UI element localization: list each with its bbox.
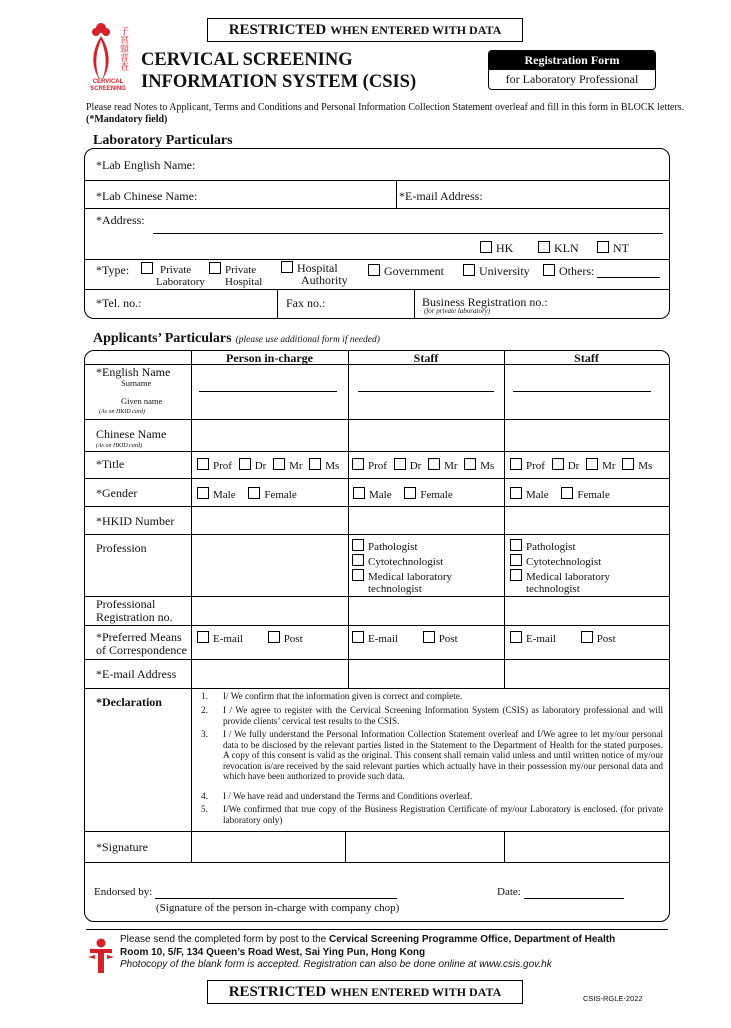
applicant-email-label: *E-mail Address	[96, 667, 177, 681]
restricted-banner-bottom: RESTRICTED WHEN ENTERED WITH DATA	[207, 980, 523, 1004]
lab-fax-label: Fax no.:	[286, 296, 326, 310]
date-label: Date:	[497, 886, 521, 898]
gender-options-2[interactable]: Male Female	[353, 487, 453, 501]
form-subtitle: for Laboratory Professional	[505, 72, 639, 86]
region-kln-checkbox[interactable]	[538, 241, 550, 253]
given-name-label: Given name	[121, 396, 163, 406]
restricted-subtext: WHEN ENTERED WITH DATA	[330, 23, 502, 37]
type-university[interactable]: University	[463, 264, 530, 279]
english-name-field-1[interactable]	[199, 391, 337, 392]
chinese-name-label: Chinese Name	[96, 427, 167, 441]
region-kln[interactable]: KLN	[538, 241, 579, 256]
region-nt-checkbox[interactable]	[597, 241, 609, 253]
profession-pathologist-checkbox[interactable]	[510, 539, 522, 551]
title-ms-checkbox[interactable]	[622, 458, 634, 470]
gender-male-checkbox[interactable]	[510, 487, 522, 499]
title-prof-checkbox[interactable]	[510, 458, 522, 470]
signature-field-2[interactable]	[347, 833, 502, 861]
profession-label: Profession	[96, 541, 147, 555]
declaration-list: 1. I/ We confirm that the information given is correct and complete. 2. I / We agree to register with the Cervical Screening Information System (CSIS) as laboratory professional and will provide clients’ cervical test results to the CSIS. 3. I / We fully understand the Personal Information Collection Statement overleaf and I/We agree to let my/our personal data to be disclosed by the relevant parties listed in the Statement to the Department of Health for the stated purposes. A copy of this consent is valid as the original. This consent shall remain valid unless and until written notice of my/our revocation is/are received by the said relevant parties which actually have in their possession my/our personal data and which have been authorized to provide such data. 4. I / We have read and understand the Terms and Conditions overleaf. 5. I/We confirmed that true copy of the Business Registration Certificate of my/our Laboratory is enclosed. (for private laboratory only)	[201, 691, 663, 825]
system-title-line1: CERVICAL SCREENING	[141, 50, 353, 70]
csis-logo	[86, 20, 136, 96]
english-name-label: *English Name	[96, 365, 171, 379]
endorsed-label: Endorsed by:	[94, 886, 153, 898]
lab-email-label: *E-mail Address:	[399, 189, 483, 203]
footer-divider	[86, 929, 668, 930]
lab-address-label: *Address:	[96, 213, 145, 227]
title-dr-checkbox[interactable]	[552, 458, 564, 470]
pref-post-checkbox[interactable]	[581, 631, 593, 643]
col-staff-2: Staff	[574, 351, 599, 365]
title-dr-checkbox[interactable]	[394, 458, 406, 470]
pref-email-checkbox[interactable]	[197, 631, 209, 643]
logo-english-2: SCREENING	[90, 86, 126, 92]
profession-mlt-checkbox[interactable]	[352, 569, 364, 581]
col-staff-1: Staff	[413, 351, 439, 365]
prof-reg-label-1: Professional	[96, 597, 156, 611]
lab-email-field[interactable]	[490, 183, 662, 207]
restricted-banner-top	[207, 18, 523, 42]
lab-brn-note: (for private laboratory)	[424, 307, 491, 315]
profession-options-2[interactable]: Pathologist Cytotechnologist Medical laboratory technologist	[352, 539, 452, 596]
lab-english-name-field[interactable]	[205, 153, 660, 177]
lab-chinese-name-field[interactable]	[205, 183, 390, 207]
region-hk-checkbox[interactable]	[480, 241, 492, 253]
gender-options-3[interactable]: Male Female	[510, 487, 610, 501]
col-person-in-charge: Person in-charge	[226, 351, 313, 365]
date-line[interactable]	[524, 898, 624, 899]
hkid-label: *HKID Number	[96, 514, 175, 528]
gender-female-checkbox[interactable]	[561, 487, 573, 499]
gender-male-checkbox[interactable]	[353, 487, 365, 499]
logo-english-1: CERVICAL	[92, 79, 124, 85]
region-nt[interactable]: NT	[597, 241, 629, 256]
profession-mlt-checkbox[interactable]	[510, 569, 522, 581]
endorsed-note: (Signature of the person in-charge with company chop)	[156, 902, 400, 914]
signature-label: *Signature	[96, 840, 148, 854]
title-prof-checkbox[interactable]	[197, 458, 209, 470]
form-code: CSIS-RGLE-2022	[583, 994, 643, 1003]
pref-email-checkbox[interactable]	[510, 631, 522, 643]
type-private-hospital-checkbox[interactable]	[209, 262, 221, 274]
lab-english-name-label: *Lab English Name:	[96, 158, 196, 172]
profession-pathologist-checkbox[interactable]	[352, 539, 364, 551]
pref-post-checkbox[interactable]	[268, 631, 280, 643]
type-others[interactable]: Others:	[543, 264, 594, 279]
prof-reg-label-2: Registration no.	[96, 610, 173, 624]
footer-address	[120, 934, 615, 972]
footer-line3: Photocopy of the blank form is accepted. Registration can also be done online at www.csis.gov.hk	[120, 959, 552, 970]
lab-brn-label: Business Registration no.:	[422, 295, 548, 309]
title-prof-checkbox[interactable]	[352, 458, 364, 470]
as-on-hkid-note: (As on HKID card)	[99, 409, 145, 415]
type-government[interactable]: Government	[368, 264, 444, 279]
dh-logo	[86, 937, 116, 975]
profession-options-3[interactable]: Pathologist Cytotechnologist Medical laboratory technologist	[510, 539, 610, 596]
title-label: *Title	[96, 457, 125, 471]
restricted-text: RESTRICTED	[228, 22, 327, 38]
title-options-2[interactable]: Prof Dr Mr Ms	[352, 458, 494, 472]
pref-label-2: of Correspondence	[96, 643, 187, 657]
lab-type-label: *Type:	[96, 263, 130, 277]
system-title-line2: INFORMATION SYSTEM (CSIS)	[141, 72, 417, 92]
mandatory-note: (*Mandatory field)	[86, 114, 168, 125]
type-university-checkbox[interactable]	[463, 264, 475, 276]
pref-options-1[interactable]: E-mail Post	[197, 631, 303, 645]
gender-label: *Gender	[96, 486, 138, 500]
endorsed-line[interactable]	[155, 898, 397, 899]
applicants-table	[84, 350, 670, 922]
type-hospital-authority-checkbox[interactable]	[281, 261, 293, 273]
profession-cytotechnologist-checkbox[interactable]	[352, 554, 364, 566]
pref-email-checkbox[interactable]	[352, 631, 364, 643]
english-name-field-3[interactable]	[513, 391, 651, 392]
type-government-checkbox[interactable]	[368, 264, 380, 276]
pref-post-checkbox[interactable]	[423, 631, 435, 643]
instructions-text: Please read Notes to Applicant, Terms and Conditions and Personal Information Collection Statement overleaf and fill in this form in BLOCK letters.	[86, 102, 685, 113]
footer-line2: Room 10, 5/F, 134 Queen’s Road West, Sai Ying Pun, Hong Kong	[120, 946, 426, 958]
english-name-field-2[interactable]	[358, 391, 494, 392]
signature-field-1[interactable]	[193, 833, 343, 861]
footer-line1: Please send the completed form by post to the Cervical Screening Programme Office, Department of Health	[120, 934, 616, 945]
title-dr-checkbox[interactable]	[239, 458, 251, 470]
as-on-hkid-note-2: (As on HKID card)	[96, 443, 142, 449]
surname-label: Surname	[121, 378, 152, 388]
title-mr-checkbox[interactable]	[273, 458, 285, 470]
form-title: Registration Form	[489, 51, 655, 70]
type-private-lab-checkbox[interactable]	[141, 262, 153, 274]
profession-cytotechnologist-checkbox[interactable]	[510, 554, 522, 566]
type-private-lab[interactable]: Private Laboratory	[141, 262, 205, 288]
lab-address-line[interactable]	[153, 233, 663, 234]
signature-field-3[interactable]	[506, 833, 666, 861]
title-options-3[interactable]: Prof Dr Mr Ms	[510, 458, 652, 472]
lab-tel-label: *Tel. no.:	[96, 296, 142, 310]
type-hospital-authority[interactable]: Hospital Authority	[281, 261, 348, 286]
pref-label-1: *Preferred Means	[96, 630, 182, 644]
title-ms-checkbox[interactable]	[309, 458, 321, 470]
lab-chinese-name-label: *Lab Chinese Name:	[96, 189, 198, 203]
type-private-hospital[interactable]: Private Hospital	[209, 262, 262, 288]
title-ms-checkbox[interactable]	[464, 458, 476, 470]
applicants-section-heading: Applicants’ Particulars (please use additional form if needed)	[93, 331, 380, 346]
pref-options-3[interactable]: E-mail Post	[510, 631, 616, 645]
region-hk[interactable]: HK	[480, 241, 513, 256]
form-title-box	[488, 50, 656, 90]
gender-options-1[interactable]: Male Female	[197, 487, 297, 501]
title-mr-checkbox[interactable]	[586, 458, 598, 470]
title-mr-checkbox[interactable]	[428, 458, 440, 470]
lab-particulars-box	[84, 148, 670, 319]
pref-options-2[interactable]: E-mail Post	[352, 631, 458, 645]
lab-section-heading: Laboratory Particulars	[93, 133, 233, 148]
gender-female-checkbox[interactable]	[404, 487, 416, 499]
type-others-checkbox[interactable]	[543, 264, 555, 276]
declaration-label: *Declaration	[96, 695, 162, 709]
gender-female-checkbox[interactable]	[248, 487, 260, 499]
type-others-line[interactable]	[597, 277, 660, 278]
title-options-1[interactable]: Prof Dr Mr Ms	[197, 458, 339, 472]
logo-chinese-text: 子宮頸普查	[118, 26, 128, 71]
gender-male-checkbox[interactable]	[197, 487, 209, 499]
